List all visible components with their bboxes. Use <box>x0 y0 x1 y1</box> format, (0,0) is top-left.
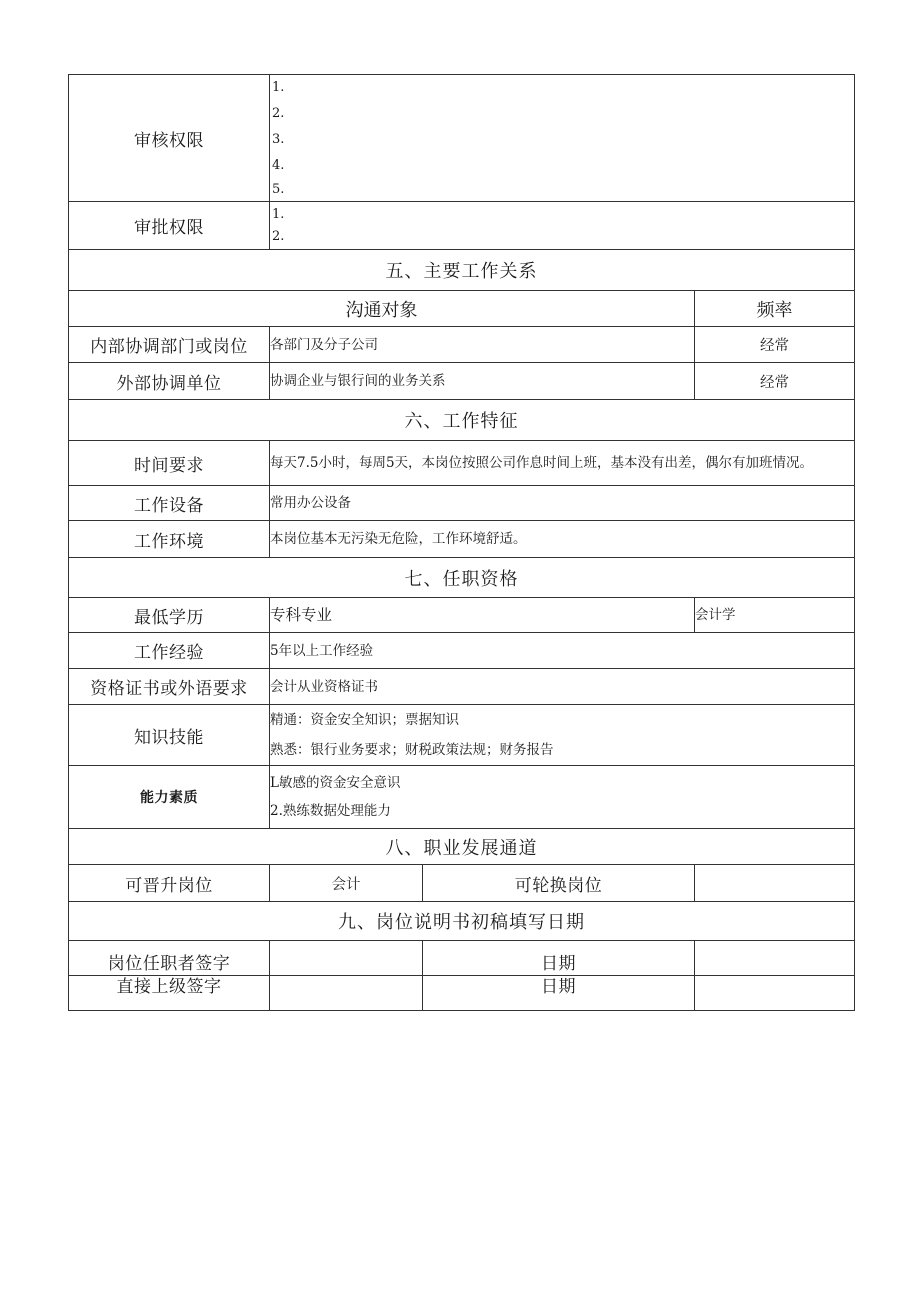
supervisor-date-label: 日期 <box>423 976 695 1011</box>
internal-relation-label: 内部协调部门或岗位 <box>69 327 270 363</box>
rotation-label: 可轮换岗位 <box>423 865 695 902</box>
job-description-form <box>68 74 855 1011</box>
audit-authority-list <box>270 75 855 202</box>
education-label: 最低学历 <box>69 598 270 633</box>
certificate-label: 资格证书或外语要求 <box>69 669 270 705</box>
communication-object-header: 沟通对象 <box>69 291 695 327</box>
promotion-value: 会计 <box>270 865 423 902</box>
ability-line-2: 2.熟练数据处理能力 <box>270 803 391 819</box>
skill-line-familiar: 熟悉：银行业务要求；财税政策法规；财务报告 <box>270 742 554 758</box>
supervisor-signature-label: 直接上级签字 <box>69 976 270 1011</box>
section-6-title: 六、工作特征 <box>69 400 855 441</box>
external-relation-row <box>69 363 855 400</box>
audit-authority-label: 审核权限 <box>69 75 270 202</box>
approval-authority-row <box>69 202 855 250</box>
section-7-title: 七、任职资格 <box>69 558 855 598</box>
approval-authority-list <box>270 202 855 250</box>
skill-line-proficient: 精通：资金安全知识；票据知识 <box>270 712 459 728</box>
audit-item: 1. <box>272 80 285 95</box>
audit-item: 2. <box>272 106 285 121</box>
section-9-title: 九、岗位说明书初稿填写日期 <box>69 902 855 941</box>
supervisor-date-field[interactable] <box>695 976 855 1011</box>
audit-authority-row <box>69 75 855 202</box>
incumbent-signature-label: 岗位任职者签字 <box>69 941 270 976</box>
incumbent-date-field[interactable] <box>695 941 855 976</box>
audit-item: 4. <box>272 158 285 173</box>
ability-value <box>270 766 855 829</box>
education-value: 专科专业 <box>270 598 695 633</box>
environment-label: 工作环境 <box>69 521 270 558</box>
experience-value: 5年以上工作经验 <box>270 633 855 669</box>
frequency-header: 频率 <box>695 291 855 327</box>
approval-item: 1. <box>272 206 285 222</box>
external-relation-frequency: 经常 <box>695 363 855 400</box>
internal-relation-row <box>69 327 855 363</box>
experience-label: 工作经验 <box>69 633 270 669</box>
equipment-value: 常用办公设备 <box>270 486 855 521</box>
supervisor-signature-field[interactable] <box>270 976 423 1011</box>
internal-relation-object: 各部门及分子公司 <box>270 327 695 363</box>
ability-label: 能力素质 <box>69 766 270 829</box>
knowledge-skills-value <box>270 705 855 766</box>
internal-relation-frequency: 经常 <box>695 327 855 363</box>
education-major: 会计学 <box>695 598 855 633</box>
rotation-value <box>695 865 855 902</box>
section-8-title: 八、职业发展通道 <box>69 829 855 865</box>
approval-authority-label: 审批权限 <box>69 202 270 250</box>
external-relation-object: 协调企业与银行间的业务关系 <box>270 363 695 400</box>
time-requirement-label: 时间要求 <box>69 441 270 486</box>
incumbent-signature-field[interactable] <box>270 941 423 976</box>
promotion-label: 可晋升岗位 <box>69 865 270 902</box>
ability-line-1: L敏感的资金安全意识 <box>270 775 401 791</box>
time-requirement-value <box>270 441 855 486</box>
approval-item: 2. <box>272 228 285 244</box>
audit-item: 3. <box>272 132 285 147</box>
knowledge-skills-label: 知识技能 <box>69 705 270 766</box>
environment-value: 本岗位基本无污染无危险，工作环境舒适。 <box>270 521 855 558</box>
certificate-value: 会计从业资格证书 <box>270 669 855 705</box>
audit-item: 5. <box>272 182 285 197</box>
section-5-title: 五、主要工作关系 <box>69 250 855 291</box>
time-requirement-text: 每天7.5小时，每周5天，本岗位按照公司作息时间上班，基本没有出差，偶尔有加班情况。 <box>270 455 814 471</box>
incumbent-date-label: 日期 <box>423 941 695 976</box>
equipment-label: 工作设备 <box>69 486 270 521</box>
external-relation-label: 外部协调单位 <box>69 363 270 400</box>
